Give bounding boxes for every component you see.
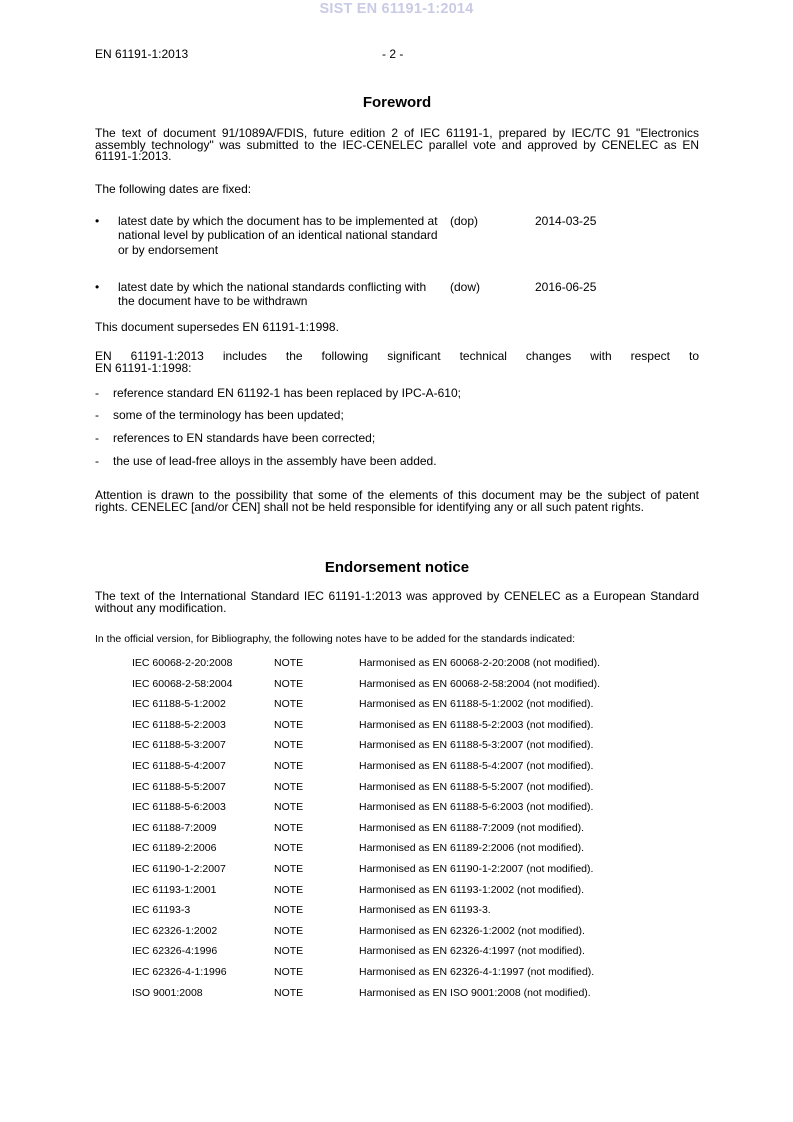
table-row-harmonised-text: Harmonised as EN 61193-3.: [359, 904, 491, 916]
endorsement-text: The text of the International Standard IEC 61191-1:2013 was approved by CENELEC as a European Standard without any modification.: [95, 589, 699, 615]
table-row-standard-id: IEC 60068-2-58:2004: [132, 678, 233, 690]
table-row-standard-id: IEC 61188-5-5:2007: [132, 781, 226, 793]
changes-intro-line2: EN 61191-1:1998:: [95, 361, 192, 375]
header-page-number: - 2 -: [382, 47, 404, 61]
table-row-note-label: NOTE: [274, 781, 304, 793]
table-row-harmonised-text: Harmonised as EN 61188-5-6:2003 (not modified).: [359, 801, 594, 813]
foreword-intro: The text of document 91/1089A/FDIS, future edition 2 of IEC 61191-1, prepared by IEC/TC 91 "Electronics assembly technology" was submitted to the IEC-CENELEC parallel vote and approved by CENELEC as EN 61191-1:2013.: [95, 126, 699, 163]
table-row-harmonised-text: Harmonised as EN 62326-1:2002 (not modified).: [359, 925, 585, 937]
header-doc-id: EN 61191-1:2013: [95, 47, 189, 61]
table-row-note-label: NOTE: [274, 904, 304, 916]
date-item-date: 2016-06-25: [535, 280, 597, 294]
endorsement-title: Endorsement notice: [324, 559, 470, 576]
dash-icon: -: [95, 408, 99, 422]
table-row-harmonised-text: Harmonised as EN 61188-5-4:2007 (not modified).: [359, 760, 594, 772]
change-item: reference standard EN 61192-1 has been replaced by IPC-A-610;: [113, 386, 461, 400]
table-row-note-label: NOTE: [274, 842, 304, 854]
table-row-standard-id: IEC 61188-5-4:2007: [132, 760, 226, 772]
dash-icon: -: [95, 386, 99, 400]
table-row-harmonised-text: Harmonised as EN 61188-5-5:2007 (not modified).: [359, 781, 594, 793]
table-row-standard-id: IEC 62326-4-1:1996: [132, 966, 227, 978]
table-row-harmonised-text: Harmonised as EN 61188-5-2:2003 (not modified).: [359, 719, 594, 731]
table-row-standard-id: IEC 61193-3: [132, 904, 191, 916]
table-row-note-label: NOTE: [274, 884, 304, 896]
change-item: references to EN standards have been corrected;: [113, 431, 376, 445]
table-row-harmonised-text: Harmonised as EN 61188-5-1:2002 (not modified).: [359, 698, 594, 710]
table-row-harmonised-text: Harmonised as EN 61188-7:2009 (not modified).: [359, 822, 585, 834]
table-row-harmonised-text: Harmonised as EN 61190-1-2:2007 (not modified).: [359, 863, 594, 875]
bullet-icon: •: [95, 214, 100, 228]
bibliography-note: In the official version, for Bibliography, the following notes have to be added for the standards indicated:: [95, 633, 575, 645]
table-row-standard-id: IEC 61189-2:2006: [132, 842, 217, 854]
table-row-standard-id: IEC 61188-5-2:2003: [132, 719, 226, 731]
table-row-standard-id: IEC 61188-5-6:2003: [132, 801, 226, 813]
table-row-note-label: NOTE: [274, 657, 304, 669]
date-item-abbr: (dow): [450, 280, 481, 294]
change-item: some of the terminology has been updated;: [113, 408, 344, 422]
table-row-note-label: NOTE: [274, 822, 304, 834]
table-row-note-label: NOTE: [274, 863, 304, 875]
table-row-standard-id: IEC 60068-2-20:2008: [132, 657, 233, 669]
table-row-harmonised-text: Harmonised as EN 61193-1:2002 (not modified).: [359, 884, 585, 896]
table-row-standard-id: IEC 61188-7:2009: [132, 822, 217, 834]
table-row-standard-id: ISO 9001:2008: [132, 987, 203, 999]
table-row-note-label: NOTE: [274, 739, 304, 751]
table-row-note-label: NOTE: [274, 698, 304, 710]
table-row-harmonised-text: Harmonised as EN 61188-5-3:2007 (not modified).: [359, 739, 594, 751]
changes-intro-line1: EN 61191-1:2013 includes the following significant technical changes with respect to: [95, 349, 699, 363]
table-row-note-label: NOTE: [274, 678, 304, 690]
table-row-note-label: NOTE: [274, 760, 304, 772]
table-row-standard-id: IEC 61193-1:2001: [132, 884, 217, 896]
table-row-harmonised-text: Harmonised as EN 62326-4-1:1997 (not modified).: [359, 966, 595, 978]
table-row-note-label: NOTE: [274, 925, 304, 937]
table-row-harmonised-text: Harmonised as EN 61189-2:2006 (not modified).: [359, 842, 585, 854]
table-row-harmonised-text: Harmonised as EN 60068-2-20:2008 (not modified).: [359, 657, 601, 669]
table-row-standard-id: IEC 61188-5-3:2007: [132, 739, 226, 751]
table-row-standard-id: IEC 62326-1:2002: [132, 925, 218, 937]
change-item: the use of lead-free alloys in the assembly have been added.: [113, 454, 437, 468]
table-row-standard-id: IEC 62326-4:1996: [132, 945, 218, 957]
watermark: SIST EN 61191-1:2014: [319, 1, 474, 17]
foreword-title: Foreword: [362, 94, 432, 111]
table-row-note-label: NOTE: [274, 801, 304, 813]
patent-notice: Attention is drawn to the possibility that some of the elements of this document may be the subject of patent rights. CENELEC [and/or CEN] shall not be held responsible for identifying any or all such patent rights.: [95, 488, 699, 514]
dash-icon: -: [95, 431, 99, 445]
table-row-standard-id: IEC 61190-1-2:2007: [132, 863, 226, 875]
table-row-standard-id: IEC 61188-5-1:2002: [132, 698, 226, 710]
supersedes-text: This document supersedes EN 61191-1:1998.: [95, 320, 339, 334]
table-row-harmonised-text: Harmonised as EN 62326-4:1997 (not modified).: [359, 945, 585, 957]
table-row-note-label: NOTE: [274, 945, 304, 957]
date-item-abbr: (dop): [450, 214, 479, 228]
dates-intro: The following dates are fixed:: [95, 182, 252, 196]
table-row-note-label: NOTE: [274, 966, 304, 978]
table-row-harmonised-text: Harmonised as EN ISO 9001:2008 (not modified).: [359, 987, 591, 999]
dash-icon: -: [95, 454, 99, 468]
table-row-note-label: NOTE: [274, 987, 304, 999]
table-row-note-label: NOTE: [274, 719, 304, 731]
table-row-harmonised-text: Harmonised as EN 60068-2-58:2004 (not modified).: [359, 678, 601, 690]
date-item-date: 2014-03-25: [535, 214, 597, 228]
bullet-icon: •: [95, 280, 100, 294]
date-item-text: latest date by which the national standards conflicting with the document have to be withdrawn: [118, 280, 427, 308]
date-item-text: latest date by which the document has to be implemented at national level by publication of an identical national standard or by endorsement: [118, 214, 438, 257]
